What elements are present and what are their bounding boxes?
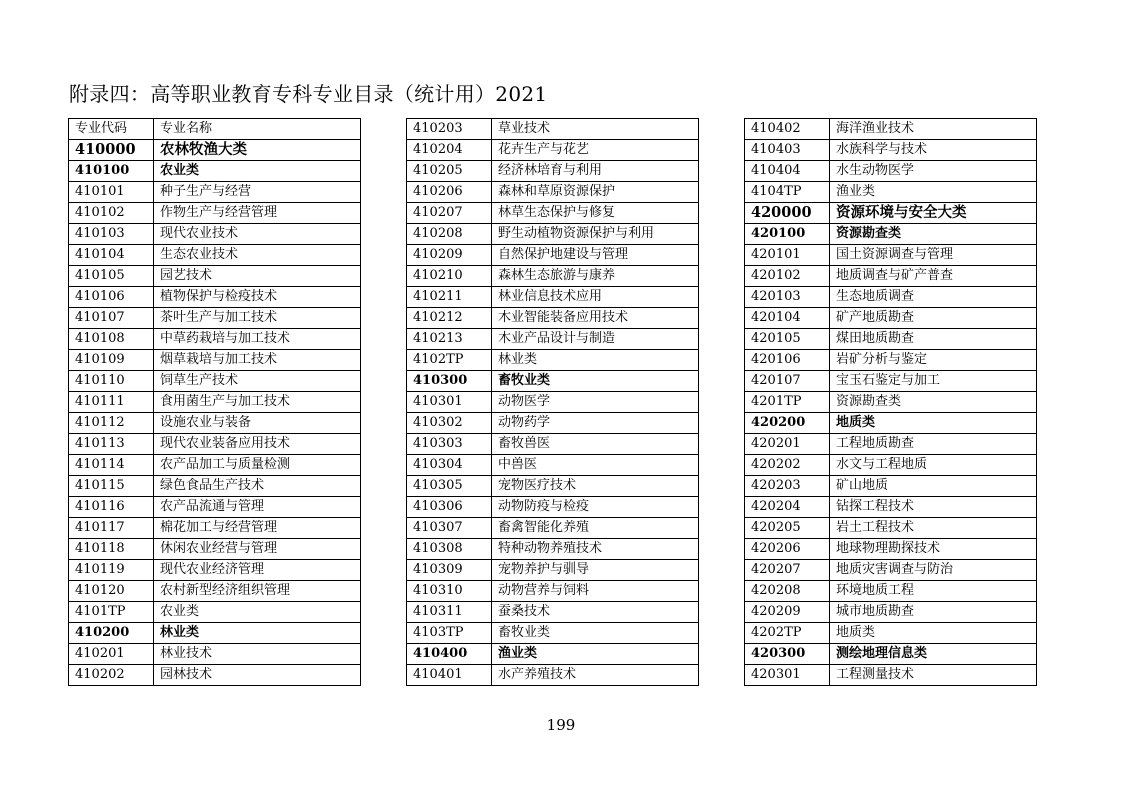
table-row [69,266,361,287]
name-cell: 宠物养护与驯导 [492,560,699,581]
table-row [745,329,1037,350]
table-row [407,182,699,203]
table-row [69,308,361,329]
table-row [407,203,699,224]
name-cell: 动物药学 [492,413,699,434]
code-cell: 410403 [745,140,830,161]
table-row [69,497,361,518]
table-row [69,455,361,476]
table-row [745,266,1037,287]
table-row [407,581,699,602]
name-cell: 矿山地质 [830,476,1037,497]
name-cell: 城市地质勘查 [830,602,1037,623]
code-cell: 410101 [69,182,154,203]
code-cell: 410301 [407,392,492,413]
name-cell: 林业类 [492,350,699,371]
code-cell: 410307 [407,518,492,539]
code-cell: 410310 [407,581,492,602]
table-row [407,224,699,245]
code-cell: 410109 [69,350,154,371]
major-category-row [69,140,361,161]
name-cell: 煤田地质勘查 [830,329,1037,350]
code-cell: 410202 [69,665,154,686]
code-cell: 410120 [69,581,154,602]
table-row [407,308,699,329]
code-cell: 410113 [69,434,154,455]
name-cell: 木业智能装备应用技术 [492,308,699,329]
name-cell: 生态地质调查 [830,287,1037,308]
name-cell: 资源勘查类 [830,392,1037,413]
table-row [407,266,699,287]
name-cell: 休闲农业经营与管理 [154,539,361,560]
code-cell: 410203 [407,119,492,140]
code-cell: 420101 [745,245,830,266]
name-cell: 岩土工程技术 [830,518,1037,539]
code-cell: 420100 [745,224,830,245]
code-cell: 410400 [407,644,492,665]
name-cell: 现代农业技术 [154,224,361,245]
name-cell: 棉花加工与经营管理 [154,518,361,539]
table-row [69,203,361,224]
catalog-table-2 [406,118,699,686]
name-cell: 水产养殖技术 [492,665,699,686]
code-cell: 410118 [69,539,154,560]
code-cell: 4102TP [407,350,492,371]
code-cell: 410300 [407,371,492,392]
table-row [745,539,1037,560]
category-row [407,644,699,665]
name-cell: 动物医学 [492,392,699,413]
name-cell: 专业名称 [154,119,361,140]
code-cell: 专业代码 [69,119,154,140]
name-cell: 绿色食品生产技术 [154,476,361,497]
table-row [407,560,699,581]
name-cell: 森林生态旅游与康养 [492,266,699,287]
table-row [745,602,1037,623]
code-cell: 410204 [407,140,492,161]
code-cell: 410100 [69,161,154,182]
name-cell: 园林技术 [154,665,361,686]
table-row [745,434,1037,455]
catalog-table-1 [68,118,361,686]
table-row [69,371,361,392]
table-row [745,518,1037,539]
code-cell: 420103 [745,287,830,308]
code-cell: 410104 [69,245,154,266]
page-title: 附录四：高等职业教育专科专业目录（统计用）2021 [69,82,548,106]
table-row [407,392,699,413]
name-cell: 食用菌生产与加工技术 [154,392,361,413]
code-cell: 420208 [745,581,830,602]
name-cell: 测绘地理信息类 [830,644,1037,665]
table-row [69,287,361,308]
name-cell: 水生动物医学 [830,161,1037,182]
code-cell: 4103TP [407,623,492,644]
table-row [745,476,1037,497]
table-row [69,245,361,266]
code-cell: 410106 [69,287,154,308]
code-cell: 4101TP [69,602,154,623]
name-cell: 工程测量技术 [830,665,1037,686]
name-cell: 农林牧渔大类 [154,140,361,161]
name-cell: 渔业类 [830,182,1037,203]
name-cell: 经济林培育与利用 [492,161,699,182]
name-cell: 地质调查与矿产普查 [830,266,1037,287]
name-cell: 矿产地质勘查 [830,308,1037,329]
table-row [407,539,699,560]
table-row [745,287,1037,308]
code-cell: 410207 [407,203,492,224]
code-cell: 410404 [745,161,830,182]
code-cell: 410111 [69,392,154,413]
code-cell: 410117 [69,518,154,539]
code-cell: 410308 [407,539,492,560]
name-cell: 动物营养与饲料 [492,581,699,602]
name-cell: 花卉生产与花艺 [492,140,699,161]
name-cell: 地质类 [830,623,1037,644]
table-row [407,476,699,497]
catalog-table-3 [744,118,1037,686]
code-cell: 410108 [69,329,154,350]
code-cell: 420104 [745,308,830,329]
name-cell: 水文与工程地质 [830,455,1037,476]
table-row [69,602,361,623]
table-row [69,476,361,497]
table-row [745,308,1037,329]
code-cell: 420204 [745,497,830,518]
table-row [69,665,361,686]
table-row [69,518,361,539]
table-row [407,287,699,308]
name-cell: 作物生产与经营管理 [154,203,361,224]
code-cell: 410213 [407,329,492,350]
table-row [407,245,699,266]
table-row [69,413,361,434]
code-cell: 410200 [69,623,154,644]
code-cell: 410401 [407,665,492,686]
table-row [745,455,1037,476]
name-cell: 生态农业技术 [154,245,361,266]
name-cell: 畜牧业类 [492,371,699,392]
name-cell: 木业产品设计与制造 [492,329,699,350]
table-row [407,119,699,140]
table-row [745,371,1037,392]
code-cell: 410205 [407,161,492,182]
table-row [69,581,361,602]
category-row [69,161,361,182]
code-cell: 410210 [407,266,492,287]
name-cell: 林草生态保护与修复 [492,203,699,224]
code-cell: 410209 [407,245,492,266]
code-cell: 4201TP [745,392,830,413]
name-cell: 自然保护地建设与管理 [492,245,699,266]
table-row [69,182,361,203]
code-cell: 420106 [745,350,830,371]
table-row [745,182,1037,203]
table-row [745,665,1037,686]
code-cell: 410110 [69,371,154,392]
table-row [407,329,699,350]
code-cell: 410102 [69,203,154,224]
code-cell: 410103 [69,224,154,245]
category-row [745,644,1037,665]
code-cell: 420202 [745,455,830,476]
code-cell: 420203 [745,476,830,497]
code-cell: 410000 [69,140,154,161]
table-row [69,539,361,560]
name-cell: 农产品加工与质量检测 [154,455,361,476]
table-row [69,329,361,350]
name-cell: 海洋渔业技术 [830,119,1037,140]
name-cell: 资源勘查类 [830,224,1037,245]
name-cell: 宝玉石鉴定与加工 [830,371,1037,392]
code-cell: 410105 [69,266,154,287]
name-cell: 现代农业装备应用技术 [154,434,361,455]
name-cell: 植物保护与检疫技术 [154,287,361,308]
name-cell: 种子生产与经营 [154,182,361,203]
code-cell: 410112 [69,413,154,434]
table-row [745,161,1037,182]
name-cell: 动物防疫与检疫 [492,497,699,518]
table-row [69,560,361,581]
code-cell: 420102 [745,266,830,287]
table-row [407,623,699,644]
name-cell: 地质类 [830,413,1037,434]
name-cell: 农村新型经济组织管理 [154,581,361,602]
table-header-row [69,119,361,140]
code-cell: 410116 [69,497,154,518]
code-cell: 420300 [745,644,830,665]
name-cell: 中兽医 [492,455,699,476]
name-cell: 农产品流通与管理 [154,497,361,518]
table-row [745,392,1037,413]
table-row [745,581,1037,602]
name-cell: 特种动物养殖技术 [492,539,699,560]
table-row [69,392,361,413]
name-cell: 农业类 [154,602,361,623]
name-cell: 饲草生产技术 [154,371,361,392]
category-row [745,224,1037,245]
code-cell: 410311 [407,602,492,623]
name-cell: 农业类 [154,161,361,182]
code-cell: 420201 [745,434,830,455]
name-cell: 水族科学与技术 [830,140,1037,161]
category-row [69,623,361,644]
code-cell: 410309 [407,560,492,581]
table-row [407,602,699,623]
table-row [69,350,361,371]
name-cell: 烟草栽培与加工技术 [154,350,361,371]
code-cell: 420301 [745,665,830,686]
code-cell: 410304 [407,455,492,476]
name-cell: 环境地质工程 [830,581,1037,602]
table-row [69,434,361,455]
name-cell: 岩矿分析与鉴定 [830,350,1037,371]
table-row [745,350,1037,371]
page-number: 199 [546,716,576,734]
name-cell: 工程地质勘查 [830,434,1037,455]
table-row [69,224,361,245]
code-cell: 410115 [69,476,154,497]
major-category-row [745,203,1037,224]
table-row [407,497,699,518]
name-cell: 林业信息技术应用 [492,287,699,308]
table-row [745,497,1037,518]
code-cell: 4202TP [745,623,830,644]
name-cell: 中草药栽培与加工技术 [154,329,361,350]
code-cell: 420105 [745,329,830,350]
name-cell: 钻探工程技术 [830,497,1037,518]
name-cell: 渔业类 [492,644,699,665]
name-cell: 宠物医疗技术 [492,476,699,497]
name-cell: 地质灾害调查与防治 [830,560,1037,581]
code-cell: 420200 [745,413,830,434]
code-cell: 420209 [745,602,830,623]
name-cell: 设施农业与装备 [154,413,361,434]
code-cell: 410201 [69,644,154,665]
table-row [745,119,1037,140]
name-cell: 草业技术 [492,119,699,140]
code-cell: 410306 [407,497,492,518]
code-cell: 410303 [407,434,492,455]
code-cell: 4104TP [745,182,830,203]
code-cell: 410114 [69,455,154,476]
code-cell: 410305 [407,476,492,497]
name-cell: 林业类 [154,623,361,644]
table-row [407,665,699,686]
table-row [407,518,699,539]
table-row [407,161,699,182]
name-cell: 国土资源调查与管理 [830,245,1037,266]
table-row [407,140,699,161]
code-cell: 410302 [407,413,492,434]
table-row [745,623,1037,644]
table-row [745,245,1037,266]
name-cell: 森林和草原资源保护 [492,182,699,203]
code-cell: 420206 [745,539,830,560]
code-cell: 410211 [407,287,492,308]
code-cell: 410212 [407,308,492,329]
name-cell: 现代农业经济管理 [154,560,361,581]
table-row [407,413,699,434]
code-cell: 410208 [407,224,492,245]
code-cell: 410206 [407,182,492,203]
code-cell: 420107 [745,371,830,392]
code-cell: 420000 [745,203,830,224]
table-row [745,560,1037,581]
name-cell: 蚕桑技术 [492,602,699,623]
name-cell: 林业技术 [154,644,361,665]
code-cell: 420207 [745,560,830,581]
category-row [745,413,1037,434]
name-cell: 畜牧业类 [492,623,699,644]
name-cell: 园艺技术 [154,266,361,287]
table-row [745,140,1037,161]
name-cell: 畜禽智能化养殖 [492,518,699,539]
table-row [407,350,699,371]
table-row [407,455,699,476]
code-cell: 410402 [745,119,830,140]
name-cell: 茶叶生产与加工技术 [154,308,361,329]
name-cell: 畜牧兽医 [492,434,699,455]
table-row [69,644,361,665]
category-row [407,371,699,392]
code-cell: 410107 [69,308,154,329]
code-cell: 410119 [69,560,154,581]
name-cell: 资源环境与安全大类 [830,203,1037,224]
table-row [407,434,699,455]
name-cell: 野生动植物资源保护与利用 [492,224,699,245]
code-cell: 420205 [745,518,830,539]
name-cell: 地球物理勘探技术 [830,539,1037,560]
